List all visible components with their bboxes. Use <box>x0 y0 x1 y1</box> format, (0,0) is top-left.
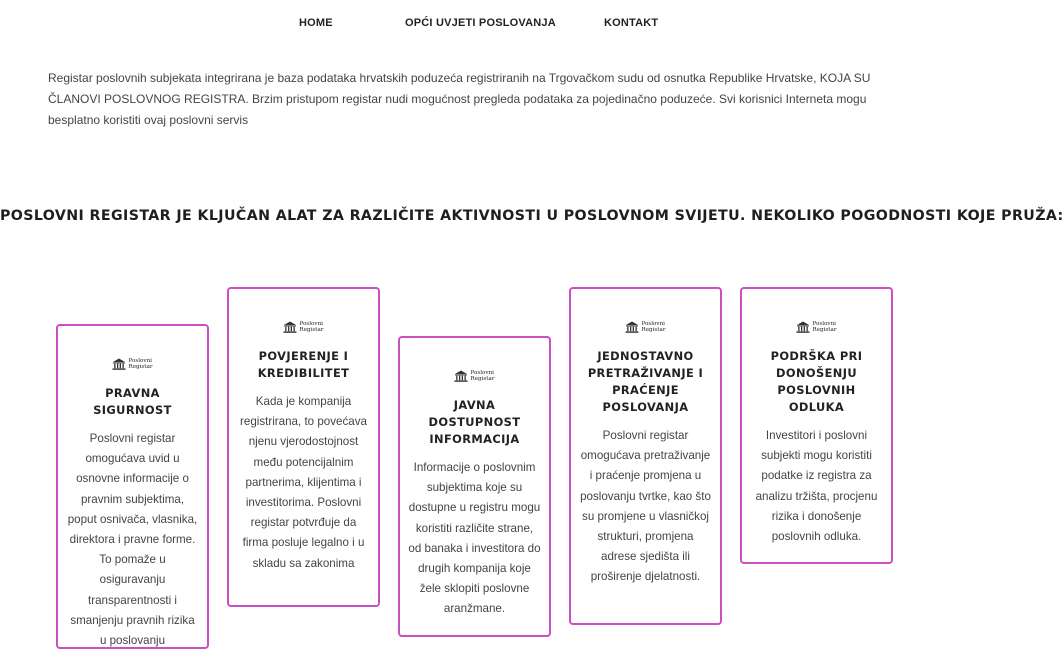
benefit-card-public-availability <box>398 336 551 637</box>
logo-text: Poslovni Registar <box>128 358 153 370</box>
logo-text: Poslovni Registar <box>299 321 324 333</box>
building-columns-icon <box>796 321 810 333</box>
card-title: JEDNOSTAVNO PRETRAŽIVANJE I PRAĆENJE POSLOVANJA <box>587 349 704 414</box>
building-columns-icon <box>112 358 126 370</box>
card-title: PODRŠKA PRI DONOŠENJU POSLOVNIH ODLUKA <box>770 349 863 414</box>
benefit-card-legal-security <box>56 324 209 649</box>
card-title: JAVNA DOSTUPNOST INFORMACIJA <box>428 398 521 446</box>
building-columns-icon <box>625 321 639 333</box>
card-title: PRAVNA SIGURNOST <box>93 386 172 417</box>
poslovni-registar-logo <box>571 319 720 335</box>
logo-text: Poslovni Registar <box>470 370 495 382</box>
benefit-card-trust-credibility <box>227 287 380 607</box>
poslovni-registar-logo <box>229 319 378 335</box>
card-text: Poslovni registar omogućava uvid u osnovne informacije o pravnim subjektima, poput osnivača, vlasnika, direktora i pravne forme. To pomaže u osiguravanju transparentnosti i smanjenju pravnih rizika u poslovanju <box>67 432 198 648</box>
logo-text: Poslovni Registar <box>812 321 837 333</box>
card-text: Investitori i poslovni subjekti mogu koristiti podatke iz registra za analizu tržišta, procjenu rizika i donošenje poslovnih odluka. <box>755 429 878 544</box>
benefit-card-search-tracking <box>569 287 722 625</box>
card-text: Informacije o poslovnim subjektima koje su dostupne u registru mogu koristiti različite strane, od banaka i investitora do drugih kompanija koje žele sklopiti poslovne aranžmane. <box>408 461 541 616</box>
card-title: POVJERENJE I KREDIBILITET <box>257 349 350 380</box>
benefit-card-decision-support <box>740 287 893 564</box>
card-text: Poslovni registar omogućava pretraživanje i praćenje promjena u poslovanju tvrtke, kao što su promjene u vlasničkoj strukturi, promjena adrese sjedišta ili proširenje djelatnosti. <box>580 429 711 584</box>
poslovni-registar-logo <box>400 368 549 384</box>
building-columns-icon <box>454 370 468 382</box>
top-navigation <box>0 0 940 48</box>
nav-link-contact[interactable]: KONTAKT <box>604 17 659 29</box>
nav-link-terms[interactable]: OPĆI UVJETI POSLOVANJA <box>405 17 556 29</box>
nav-link-home[interactable]: HOME <box>299 17 333 29</box>
poslovni-registar-logo <box>58 356 207 372</box>
poslovni-registar-logo <box>742 319 891 335</box>
benefits-headline: POSLOVNI REGISTAR JE KLJUČAN ALAT ZA RAZLIČITE AKTIVNOSTI U POSLOVNOM SVIJETU. NEKOLIKO POGODNOSTI KOJE PRUŽA: <box>0 208 1064 224</box>
logo-text: Poslovni Registar <box>641 321 666 333</box>
intro-paragraph: Registar poslovnih subjekata integrirana je baza podataka hrvatskih poduzeća registriranih na Trgovačkom sudu od osnutka Republike Hrvatske, KOJA SU ČLANOVI POSLOVNOG REGISTRA. Brzim pristupom registar nudi mogućnost pregleda podataka za pojedinačno poduzeće. Svi korisnici Interneta mogu besplatno koristiti ovaj poslovni servis <box>48 71 871 127</box>
building-columns-icon <box>283 321 297 333</box>
card-text: Kada je kompanija registrirana, to povećava njenu vjerodostojnost među potencijalnim partnerima, klijentima i investitorima. Poslovni registar potvrđuje da firma posluje legalno i u skladu sa zakonima <box>240 395 367 570</box>
